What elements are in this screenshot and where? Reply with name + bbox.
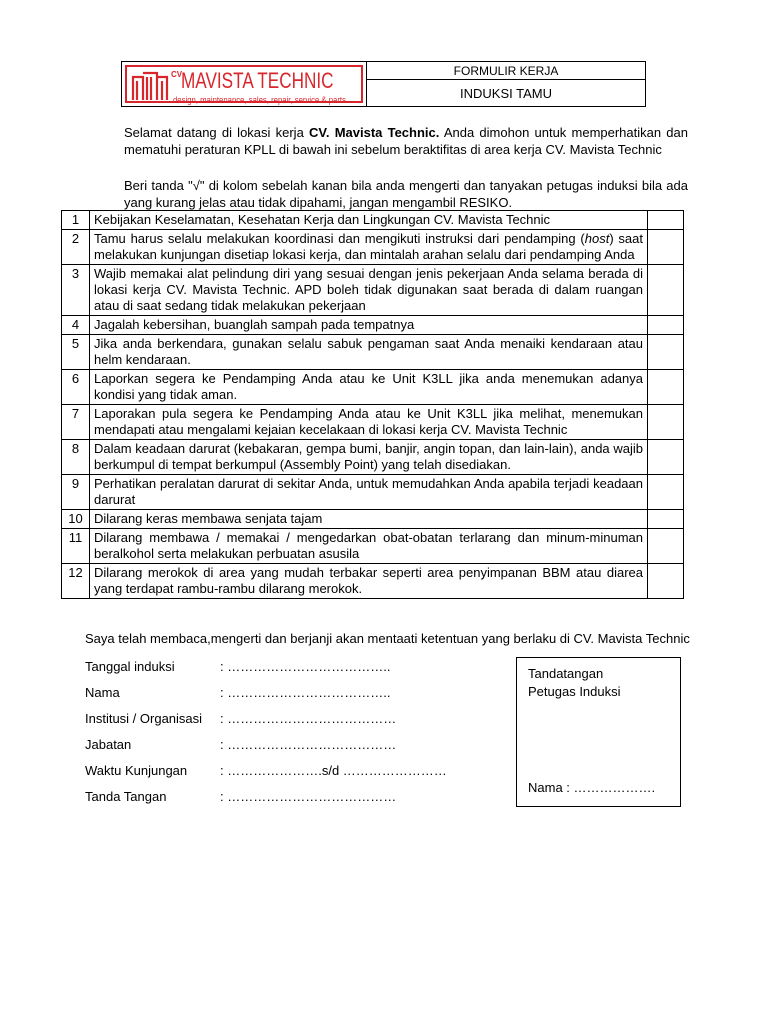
rule-checkbox[interactable] bbox=[648, 265, 684, 316]
rule-row bbox=[62, 510, 684, 529]
rule-text: Perhatikan peralatan darurat di sekitar Anda, untuk memudahkan Anda apabila terjadi keadaan darurat bbox=[90, 475, 648, 510]
rule-row bbox=[62, 529, 684, 564]
rule-checkbox[interactable] bbox=[648, 440, 684, 475]
rule-text: Jika anda berkendara, gunakan selalu sabuk pengaman saat Anda menaiki kendaraan atau helm kendaraan. bbox=[90, 335, 648, 370]
rule-number: 4 bbox=[62, 316, 90, 335]
form-field-label: Waktu Kunjungan bbox=[85, 763, 188, 778]
logo-company-name: MAVISTA TECHNIC bbox=[181, 68, 334, 93]
rule-row bbox=[62, 370, 684, 405]
rule-number: 5 bbox=[62, 335, 90, 370]
signature-box-subtitle: Petugas Induksi bbox=[528, 684, 621, 699]
rule-row bbox=[62, 335, 684, 370]
rule-checkbox[interactable] bbox=[648, 316, 684, 335]
rule-checkbox[interactable] bbox=[648, 564, 684, 599]
logo-tagline: design, maintenance, sales, repair, service & parts bbox=[173, 95, 346, 105]
signature-box-name-line: Nama : ………………. bbox=[528, 780, 656, 795]
rule-checkbox[interactable] bbox=[648, 405, 684, 440]
rule-text: Jagalah kebersihan, buanglah sampah pada tempatnya bbox=[90, 316, 648, 335]
rule-checkbox[interactable] bbox=[648, 230, 684, 265]
form-field-input[interactable]: : ……………………………….. bbox=[220, 659, 391, 674]
form-field-label: Institusi / Organisasi bbox=[85, 711, 203, 726]
rule-text: Wajib memakai alat pelindung diri yang sesuai dengan jenis pekerjaan Anda selama berada di lokasi kerja CV. Mavista Technic. APD boleh tidak digunakan saat berada di dalam ruangan atau di saat sedang tidak melakukan pekerjaan bbox=[90, 265, 648, 316]
form-field-input[interactable]: : ………………….s/d …………………… bbox=[220, 763, 447, 778]
instruction-paragraph: Beri tanda "√" di kolom sebelah kanan bila anda mengerti dan tanyakan petugas induksi bila ada yang kurang jelas atau tidak dipahami, jangan mengambil RESIKO. bbox=[124, 178, 688, 210]
officer-signature-box[interactable] bbox=[516, 657, 681, 807]
rule-number: 8 bbox=[62, 440, 90, 475]
rule-text: Dalam keadaan darurat (kebakaran, gempa bumi, banjir, angin topan, dan lain-lain), anda wajib berkumpul di tempat berkumpul (Assembly Point) yang telah disediakan. bbox=[90, 440, 648, 475]
intro-company-name: CV. Mavista Technic. bbox=[309, 125, 440, 140]
rule-text: Tamu harus selalu melakukan koordinasi dan mengikuti instruksi dari pendamping (host) saat melakukan kunjungan disetiap lokasi kerja, dan mintalah arahan selalu dari pendamping Anda bbox=[90, 230, 648, 265]
form-field-label: Tanda Tangan bbox=[85, 789, 167, 804]
form-header bbox=[121, 61, 646, 107]
rule-row bbox=[62, 405, 684, 440]
rule-row bbox=[62, 230, 684, 265]
rule-text: Dilarang merokok di area yang mudah terbakar seperti area penyimpanan BBM atau diarea yang terdapat rambu-rambu dilarang merokok. bbox=[90, 564, 648, 599]
rule-number: 11 bbox=[62, 529, 90, 564]
form-field-label: Jabatan bbox=[85, 737, 132, 752]
rule-text: Laporakan pula segera ke Pendamping Anda atau ke Unit K3LL jika melihat, menemukan mendapati atau mengalami kejaian kecelakaan di lokasi kerja CV. Mavista Technic bbox=[90, 405, 648, 440]
form-field-label: Tanggal induksi bbox=[85, 659, 175, 674]
rule-number: 1 bbox=[62, 211, 90, 230]
rule-text: Dilarang keras membawa senjata tajam bbox=[90, 510, 648, 529]
rule-checkbox[interactable] bbox=[648, 475, 684, 510]
rule-row bbox=[62, 475, 684, 510]
rule-text: Laporkan segera ke Pendamping Anda atau ke Unit K3LL jika anda menemukan adanya kondisi yang tidak aman. bbox=[90, 370, 648, 405]
rule-number: 7 bbox=[62, 405, 90, 440]
rule-text: Dilarang membawa / memakai / mengedarkan obat-obatan terlarang dan minum-minuman beralkohol serta melakukan perbuatan asusila bbox=[90, 529, 648, 564]
rule-row bbox=[62, 564, 684, 599]
rule-checkbox[interactable] bbox=[648, 370, 684, 405]
rule-row bbox=[62, 211, 684, 230]
intro-paragraph: Selamat datang di lokasi kerja CV. Mavista Technic. Anda dimohon untuk memperhatikan dan mematuhi peraturan KPLL di bawah ini sebelum beraktifitas di area kerja CV. Mavista Technic bbox=[124, 125, 688, 157]
rule-number: 2 bbox=[62, 230, 90, 265]
rule-number: 3 bbox=[62, 265, 90, 316]
rule-number: 12 bbox=[62, 564, 90, 599]
form-subtitle: INDUKSI TAMU bbox=[460, 85, 552, 101]
mavista-logo-mark-icon bbox=[131, 71, 169, 101]
form-field-input[interactable]: : ………………………………… bbox=[220, 737, 397, 752]
signature-box-title: Tandatangan bbox=[528, 666, 604, 681]
rule-checkbox[interactable] bbox=[648, 211, 684, 230]
logo-cv-text: CV bbox=[171, 70, 183, 79]
rule-row bbox=[62, 265, 684, 316]
agreement-statement: Saya telah membaca,mengerti dan berjanji akan mentaati ketentuan yang berlaku di CV. Mavista Technic bbox=[85, 631, 690, 646]
form-field-label: Nama bbox=[85, 685, 120, 700]
form-title: FORMULIR KERJA bbox=[367, 62, 645, 80]
rule-row bbox=[62, 440, 684, 475]
form-field-input[interactable]: : ………………………………… bbox=[220, 711, 397, 726]
rule-checkbox[interactable] bbox=[648, 335, 684, 370]
form-field-input[interactable]: : ……………………………….. bbox=[220, 685, 391, 700]
rule-number: 10 bbox=[62, 510, 90, 529]
rule-number: 9 bbox=[62, 475, 90, 510]
rule-row bbox=[62, 316, 684, 335]
form-title-cell bbox=[367, 62, 645, 106]
rule-checkbox[interactable] bbox=[648, 510, 684, 529]
form-field-input[interactable]: : ………………………………… bbox=[220, 789, 397, 804]
company-logo bbox=[122, 62, 367, 106]
rule-number: 6 bbox=[62, 370, 90, 405]
rule-text: Kebijakan Keselamatan, Kesehatan Kerja dan Lingkungan CV. Mavista Technic bbox=[90, 211, 648, 230]
rule-checkbox[interactable] bbox=[648, 529, 684, 564]
rules-table bbox=[61, 210, 684, 599]
